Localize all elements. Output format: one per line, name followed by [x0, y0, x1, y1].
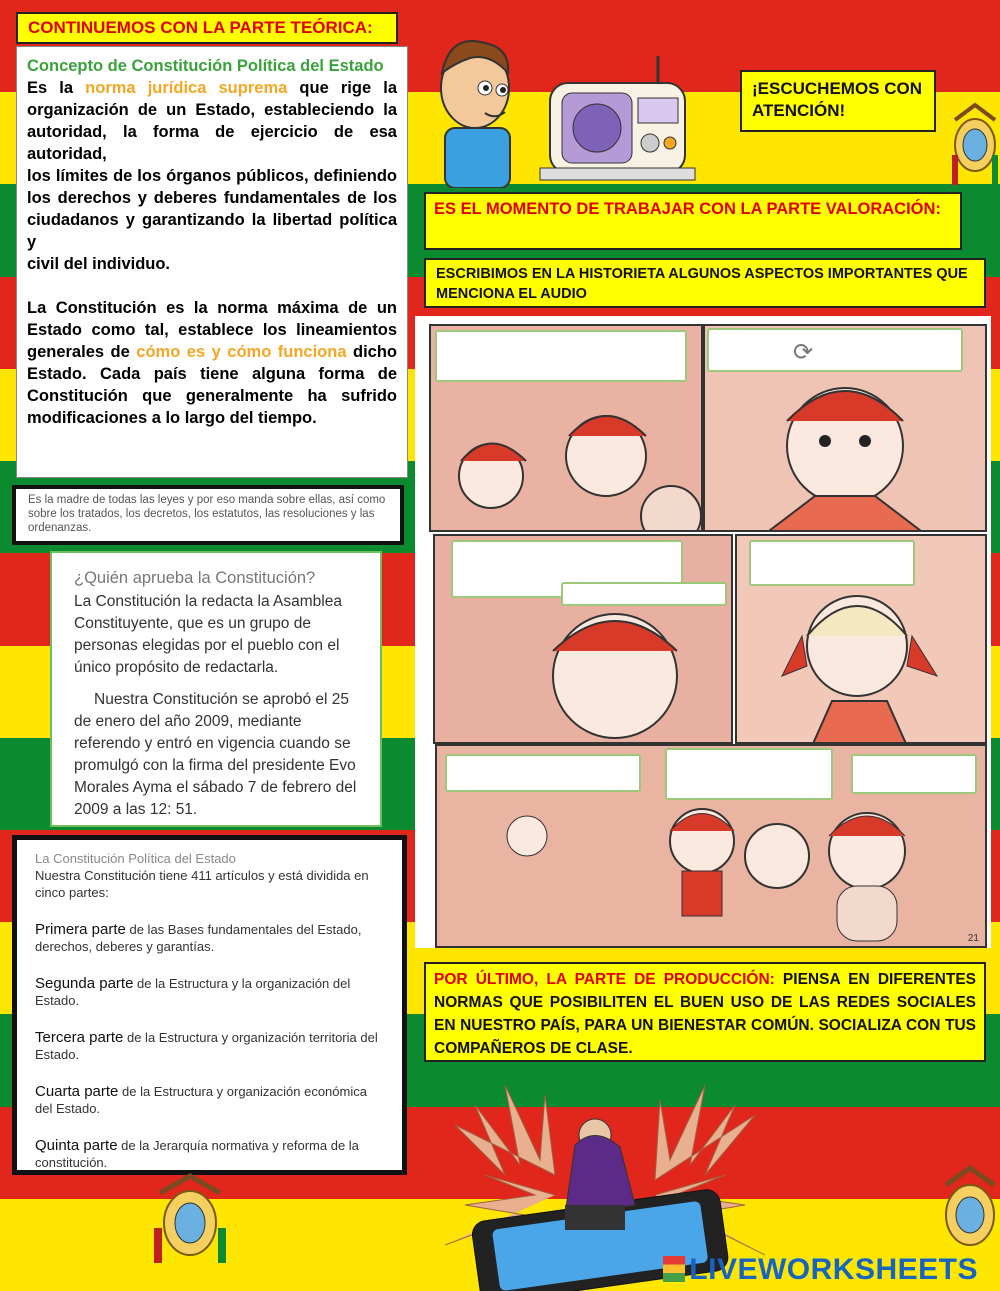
comic-panel-4 [735, 534, 987, 744]
liveworksheets-logo-icon [663, 1256, 685, 1282]
mother-of-laws-box: Es la madre de todas las leyes y por eso manda sobre ellas, así como sobre los tratados, los decretos, los estatutos, las resoluciones y las ordenanzas. [12, 485, 404, 545]
constitution-part-item: Primera parte de las Bases fundamentales del Estado, derechos, deberes y garantías. [35, 921, 362, 954]
parts-intro: Nuestra Constitución tiene 411 artículos y está dividida en cinco partes: [35, 868, 369, 900]
comic-answer-field-1[interactable] [435, 330, 687, 382]
comic-answer-field-6[interactable] [445, 754, 641, 792]
comic-panel-2 [703, 324, 987, 532]
comic-page-number: 21 [967, 933, 979, 944]
production-text: PIENSA EN DIFERENTES NORMAS QUE POSIBILITEN EL BUEN USO DE LAS REDES SOCIALES EN NUESTRO PAÍS, PARA UN BIENESTAR COMÚN. SOCIALIZA CON TUS COMPAÑEROS DE CLASE. [434, 971, 976, 1057]
production-lead: POR ÚLTIMO, LA PARTE DE PRODUCCIÓN: [434, 971, 775, 988]
valoracion-box: ES EL MOMENTO DE TRABAJAR CON LA PARTE VALORACIÓN: [424, 192, 962, 250]
boy-listening-radio-illustration [430, 28, 700, 188]
concept-paragraph-2: La Constitución es la norma máxima de un Estado como tal, establece los lineamientos generales de cómo es y cómo funciona dicho Estado. Cada país tiene alguna forma de Constitución que generalmente ha sufrido modificaciones a lo largo del tiempo. [27, 299, 397, 427]
bolivian-coat-of-arms-icon-bottom-right [940, 1160, 1000, 1260]
bolivian-coat-of-arms-icon-bottom-left [150, 1168, 230, 1268]
who-approves-title: ¿Quién aprueba la Constitución? [74, 569, 316, 587]
who-approves-paragraph-2: Nuestra Constitución se aprobó el 25 de enero del año 2009, mediante referendo y entró en vigencia cuando se promulgó con la firma del presidente Evo Morales Ayma el sábado 7 de febrero del 2009 a las 12: 51. [74, 691, 357, 818]
bolivian-coat-of-arms-icon [950, 95, 1000, 190]
comic-answer-field-5[interactable] [749, 540, 915, 586]
production-box [424, 962, 986, 1062]
concept-title: Concepto de Constitución Política del Estado [27, 57, 384, 75]
comic-panel-1 [429, 324, 703, 532]
constitution-part-item: Quinta parte de la Jerarquía normativa y reforma de la constitución. [35, 1137, 359, 1170]
audio-replay-icon[interactable]: ⟳ [793, 339, 814, 366]
comic-strip [415, 316, 991, 948]
listen-box: ¡ESCUCHEMOS CON ATENCIÓN! [740, 70, 936, 132]
who-approves-box [50, 551, 382, 827]
comic-answer-field-2[interactable] [707, 328, 963, 372]
comic-answer-field-7[interactable] [665, 748, 833, 800]
constitution-parts-box [12, 835, 407, 1175]
who-approves-paragraph-1: La Constitución la redacta la Asamblea Constituyente, que es un grupo de personas elegidas por el pueblo con el único propósito de redactarla. [74, 593, 342, 676]
comic-answer-field-8[interactable] [851, 754, 977, 794]
constitution-part-item: Cuarta parte de la Estructura y organización económica del Estado. [35, 1083, 367, 1116]
comic-answer-field-4[interactable] [561, 582, 727, 606]
constitution-part-item: Segunda parte de la Estructura y la organización del Estado. [35, 975, 351, 1008]
comic-panel-5 [435, 744, 987, 948]
concept-box [16, 46, 408, 478]
concept-paragraph-1: Es la norma jurídica suprema que rige la organización de un Estado, estableciendo la autoridad, la forma de ejercicio de esa autoridad, los límites de los órganos públicos, definiendo los derechos y deberes fundamentales de los ciudadanos y garantizando la libertad política y civil del individuo. [27, 79, 397, 273]
parts-list [35, 921, 384, 1171]
constitution-part-item: Tercera parte de la Estructura y organización territoria del Estado. [35, 1029, 378, 1062]
comic-panel-3 [433, 534, 733, 744]
write-instructions-box: ESCRIBIMOS EN LA HISTORIETA ALGUNOS ASPECTOS IMPORTANTES QUE MENCIONA EL AUDIO [424, 258, 986, 308]
theory-header: CONTINUEMOS CON LA PARTE TEÓRICA: [16, 12, 398, 44]
parts-title: La Constitución Política del Estado [35, 851, 236, 866]
liveworksheets-logo: LIVEWORKSHEETS [663, 1253, 978, 1287]
